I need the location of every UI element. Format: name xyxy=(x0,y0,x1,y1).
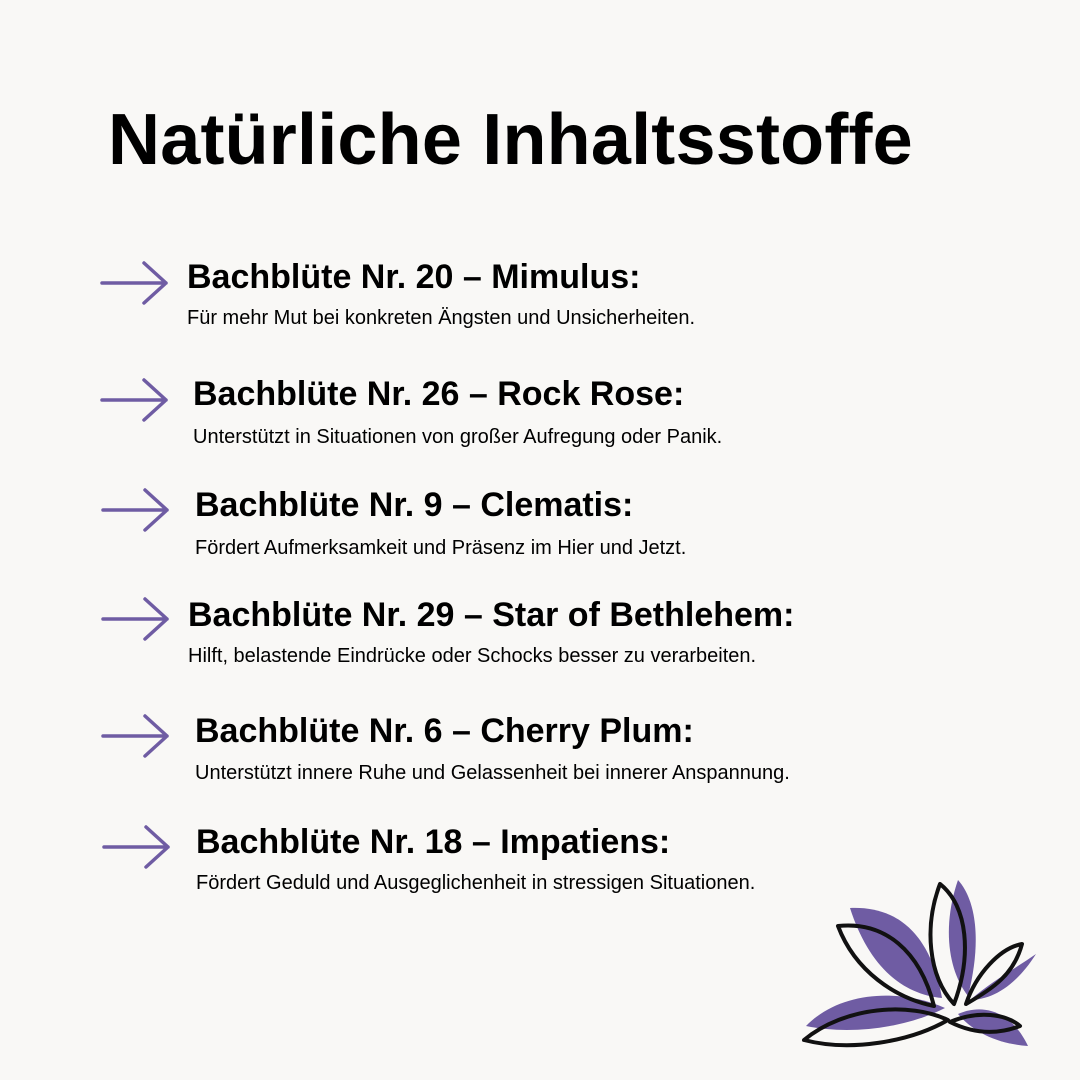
arrow-right-icon xyxy=(101,485,173,535)
item-description: Unterstützt in Situationen von großer Aufregung oder Panik. xyxy=(193,426,723,448)
item-heading: Bachblüte Nr. 29 – Star of Bethlehem: xyxy=(188,596,795,634)
list-item xyxy=(0,594,1080,684)
item-description: Unterstützt innere Ruhe und Gelassenheit bei innerer Anspannung. xyxy=(195,762,790,784)
arrow-right-icon xyxy=(102,822,174,872)
list-item xyxy=(0,373,1080,463)
item-heading: Bachblüte Nr. 6 – Cherry Plum: xyxy=(195,712,694,750)
page-title: Natürliche Inhaltsstoffe xyxy=(108,100,913,180)
list-item xyxy=(0,710,1080,800)
item-heading: Bachblüte Nr. 20 – Mimulus: xyxy=(187,258,641,296)
item-heading: Bachblüte Nr. 18 – Impatiens: xyxy=(196,823,671,861)
list-item xyxy=(0,256,1080,346)
item-description: Hilft, belastende Eindrücke oder Schocks besser zu verarbeiten. xyxy=(188,645,757,667)
item-heading: Bachblüte Nr. 9 – Clematis: xyxy=(195,486,634,524)
item-description: Fördert Geduld und Ausgeglichenheit in stressigen Situationen. xyxy=(196,872,756,894)
arrow-right-icon xyxy=(101,594,173,644)
item-description: Für mehr Mut bei konkreten Ängsten und Unsicherheiten. xyxy=(187,307,696,329)
item-heading: Bachblüte Nr. 26 – Rock Rose: xyxy=(193,375,685,413)
item-description: Fördert Aufmerksamkeit und Präsenz im Hier und Jetzt. xyxy=(195,537,687,559)
lotus-flower-icon xyxy=(800,876,1045,1061)
list-item xyxy=(0,485,1080,575)
arrow-right-icon xyxy=(100,258,172,308)
arrow-right-icon xyxy=(100,375,172,425)
arrow-right-icon xyxy=(101,711,173,761)
